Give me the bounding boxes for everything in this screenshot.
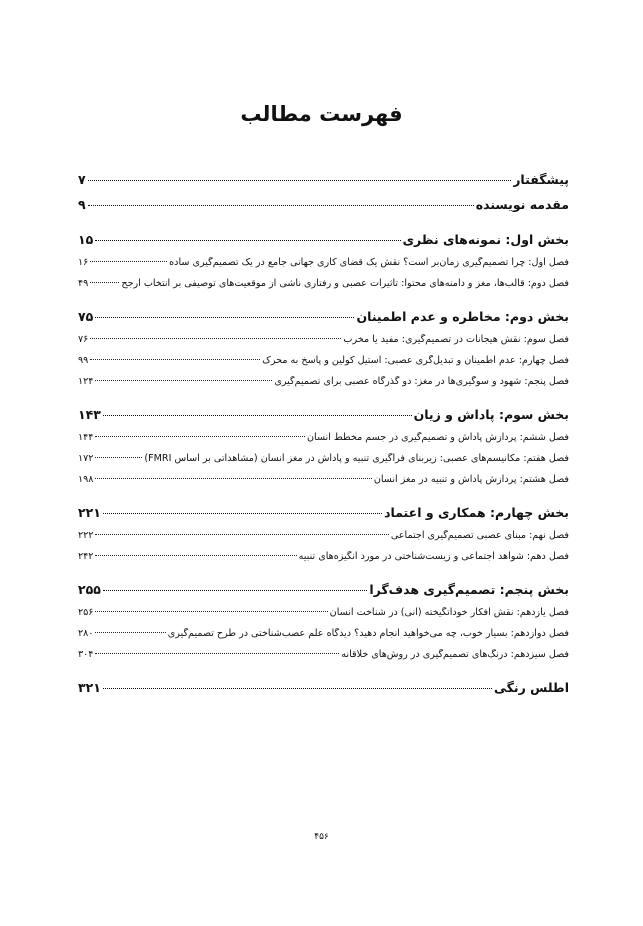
toc-part-title: بخش دوم: مخاطره و عدم اطمینان [356, 309, 569, 324]
toc-chapter-entry[interactable] [78, 278, 569, 299]
toc-part-page: ۹ [78, 197, 86, 212]
dot-leader [90, 261, 167, 262]
toc-part-entry[interactable] [78, 197, 569, 222]
toc-part-entry[interactable] [78, 172, 569, 197]
toc-chapter-entry[interactable] [78, 649, 569, 670]
toc-chapter-page: ۱۲۴ [78, 376, 94, 387]
dot-leader [95, 555, 296, 556]
toc-chapter-page: ۲۴۲ [78, 551, 94, 562]
toc-chapter-title: فصل پنجم: شهود و سوگیری‌ها در مغز: دو گذرگاه عصبی برای تصمیم‌گیری [274, 376, 569, 387]
dot-leader [88, 180, 512, 181]
dot-leader [95, 478, 371, 479]
toc-part-entry[interactable] [78, 232, 569, 257]
toc-chapter-entry[interactable] [78, 628, 569, 649]
page-number: ۴۵۶ [314, 832, 329, 842]
toc-part-title: بخش اول: نمونه‌های نظری [402, 232, 569, 247]
toc-chapter-page: ۲۵۶ [78, 607, 94, 618]
toc-chapter-title: فصل یازدهم: نقش افکار خوداتگیخته (آنی) در شناخت انسان [329, 607, 569, 618]
toc-part-entry[interactable] [78, 309, 569, 334]
toc-part-title: پیشگفتار [513, 172, 569, 187]
dot-leader [95, 317, 354, 318]
toc-chapter-page: ۴۹ [78, 278, 89, 289]
dot-leader [95, 436, 305, 437]
dot-leader [90, 282, 119, 283]
toc-section [78, 232, 569, 299]
toc-chapter-page: ۱۷۲ [78, 453, 94, 464]
dot-leader [103, 590, 367, 591]
toc-part-title: بخش چهارم: همکاری و اعتماد [384, 505, 569, 520]
toc-chapter-entry[interactable] [78, 474, 569, 495]
toc-chapter-page: ۷۶ [78, 334, 89, 345]
toc-chapter-entry[interactable] [78, 376, 569, 397]
dot-leader [95, 632, 165, 633]
dot-leader [90, 338, 341, 339]
toc-part-title: بخش سوم: پاداش و زیان [413, 407, 569, 422]
toc-chapter-title: فصل دهم: شواهد اجتماعی و زیست‌شناختی در مورد انگیزه‌های تنبیه [298, 551, 569, 562]
toc-section [78, 680, 569, 705]
dot-leader [90, 359, 260, 360]
page-title: فهرست مطالب [240, 102, 403, 126]
toc-part-title: مقدمه نویسنده [475, 197, 569, 212]
toc-chapter-page: ۲۲۲ [78, 530, 94, 541]
table-of-contents [78, 172, 569, 705]
toc-chapter-title: فصل هشتم: پردازش پاداش و تنبیه در مغز انسان [373, 474, 569, 485]
toc-section [78, 407, 569, 495]
toc-part-title: اطلس رنگی [494, 680, 569, 695]
toc-section [78, 309, 569, 397]
dot-leader [103, 415, 412, 416]
toc-chapter-entry[interactable] [78, 257, 569, 278]
dot-leader [103, 688, 492, 689]
toc-chapter-page: ۱۹۸ [78, 474, 94, 485]
toc-chapter-title: فصل ششم: پردازش پاداش و تصمیم‌گیری در جسم مخطط انسان [307, 432, 569, 443]
toc-chapter-entry[interactable] [78, 453, 569, 474]
dot-leader [95, 380, 272, 381]
dot-leader [95, 240, 400, 241]
toc-part-page: ۱۴۳ [78, 407, 101, 422]
toc-chapter-page: ۹۹ [78, 355, 89, 366]
toc-part-page: ۷ [78, 172, 86, 187]
toc-part-page: ۲۵۵ [78, 582, 101, 597]
dot-leader [95, 611, 327, 612]
toc-part-entry[interactable] [78, 505, 569, 530]
toc-part-entry[interactable] [78, 582, 569, 607]
toc-chapter-title: فصل اول: چرا تصمیم‌گیری زمان‌بر است؟ نقش یک قضای کاری جهانی جامع در یک تصمیم‌گیری ساده [169, 257, 569, 268]
toc-chapter-page: ۱۶ [78, 257, 89, 268]
toc-chapter-title: فصل سیزدهم: درنگ‌های تصمیم‌گیری در روش‌های خلاقانه [341, 649, 569, 660]
dot-leader [95, 534, 388, 535]
toc-section [78, 505, 569, 572]
toc-chapter-page: ۱۴۴ [78, 432, 94, 443]
toc-chapter-title: فصل نهم: مبنای عصبی تصمیم‌گیری اجتماعی [390, 530, 569, 541]
toc-section [78, 582, 569, 670]
toc-chapter-entry[interactable] [78, 355, 569, 376]
toc-part-page: ۳۲۱ [78, 680, 101, 695]
toc-chapter-entry[interactable] [78, 432, 569, 453]
toc-chapter-page: ۳۰۴ [78, 649, 94, 660]
toc-part-title: بخش پنجم: تصمیم‌گیری هدف‌گرا [369, 582, 569, 597]
toc-chapter-entry[interactable] [78, 334, 569, 355]
dot-leader [88, 205, 474, 206]
toc-chapter-title: فصل چهارم: عدم اطمینان و تبدیل‌گری عصبی: استیل کولین و پاسخ به محرک [262, 355, 569, 366]
dot-leader [95, 457, 142, 458]
dot-leader [103, 513, 382, 514]
dot-leader [95, 653, 339, 654]
toc-section [78, 197, 569, 222]
toc-part-page: ۲۲۱ [78, 505, 101, 520]
toc-chapter-entry[interactable] [78, 607, 569, 628]
toc-part-page: ۱۵ [78, 232, 94, 247]
toc-chapter-page: ۲۸۰ [78, 628, 94, 639]
toc-part-entry[interactable] [78, 407, 569, 432]
toc-chapter-title: فصل دوم: قالب‌ها، مغز و دامنه‌های محتوا: تأثیرات عصبی و رفتاری ناشی از موقعیت‌های توصیفی بر انتخاب ارجح [121, 278, 569, 289]
toc-chapter-entry[interactable] [78, 551, 569, 572]
toc-chapter-title: فصل سوم: نقش هیجانات در تصمیم‌گیری: مفید یا مخرب [343, 334, 569, 345]
toc-part-page: ۷۵ [78, 309, 94, 324]
toc-chapter-title: فصل هفتم: مکانیسم‌های عصبی: زیربنای فراگیری تنبیه و پاداش در مغز انسان (مشاهداتی بر اساس FMRI) [144, 453, 569, 464]
toc-chapter-entry[interactable] [78, 530, 569, 551]
toc-chapter-title: فصل دوازدهم: بسیار خوب، چه می‌خواهید انجام دهید؟ دیدگاه علم عصب‌شناختی در طرح تصمیم‌گیری [167, 628, 569, 639]
toc-section [78, 172, 569, 197]
toc-part-entry[interactable] [78, 680, 569, 705]
